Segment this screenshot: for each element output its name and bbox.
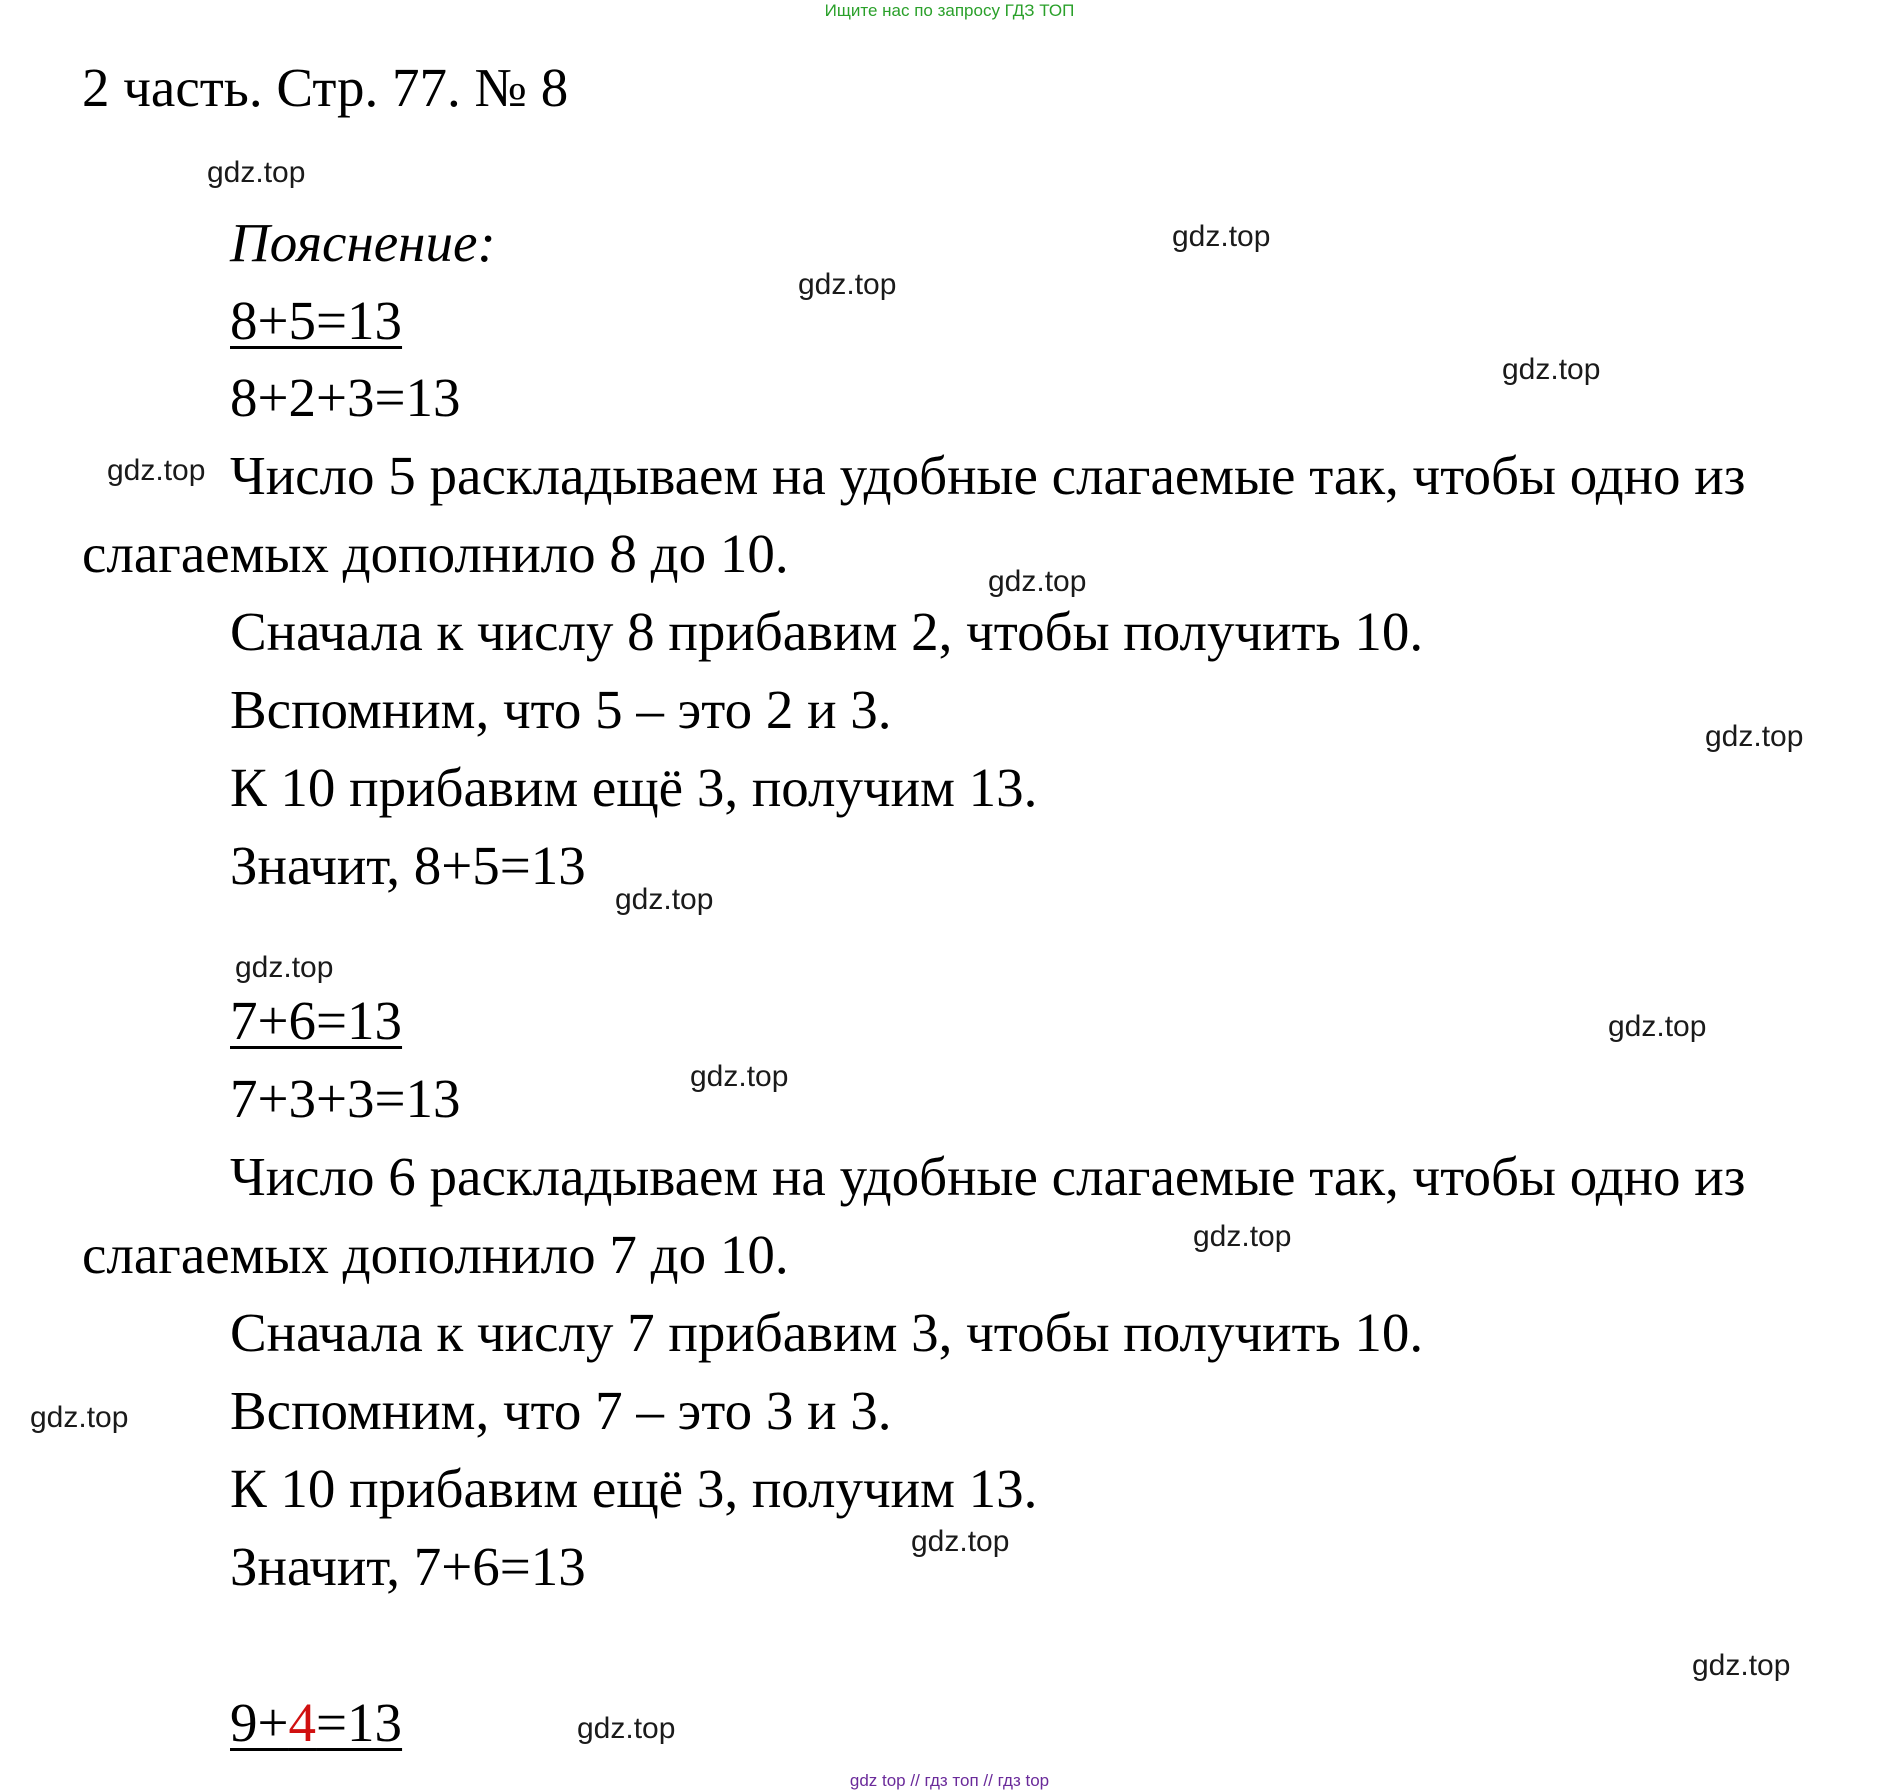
bottom-banner-separator: // [978, 1771, 998, 1790]
watermark: gdz.top [690, 1060, 789, 1093]
page-title: 2 часть. Стр. 77. № 8 [82, 57, 569, 118]
step-1-1: Сначала к числу 8 прибавим 2, чтобы получить 10. [230, 601, 1424, 662]
final-equation-suffix: =13 [316, 1692, 403, 1753]
step-2-2: Вспомним, что 7 – это 3 и 3. [230, 1380, 892, 1441]
watermark: gdz.top [107, 454, 206, 487]
bottom-banner [0, 1772, 1899, 1789]
step-1-3: К 10 прибавим ещё 3, получим 13. [230, 757, 1038, 818]
equation-1: 8+5=13 [230, 290, 403, 351]
watermark: gdz.top [1193, 1220, 1292, 1253]
bottom-banner-separator: // [905, 1771, 925, 1790]
paragraph-1-line-2: слагаемых дополнило 8 до 10. [82, 523, 789, 584]
watermark: gdz.top [1692, 1649, 1791, 1682]
watermark: gdz.top [235, 951, 334, 984]
watermark: gdz.top [30, 1401, 129, 1434]
decomposition-1: 8+2+3=13 [230, 367, 461, 428]
step-2-3: К 10 прибавим ещё 3, получим 13. [230, 1458, 1038, 1519]
watermark: gdz.top [207, 156, 306, 189]
bottom-banner-part: гдз top [997, 1771, 1050, 1790]
step-2-1: Сначала к числу 7 прибавим 3, чтобы получить 10. [230, 1302, 1424, 1363]
watermark: gdz.top [615, 883, 714, 916]
watermark: gdz.top [1608, 1010, 1707, 1043]
watermark: gdz.top [911, 1525, 1010, 1558]
final-equation-answer: 4 [288, 1692, 317, 1753]
watermark: gdz.top [798, 268, 897, 301]
final-equation [230, 1692, 403, 1753]
paragraph-2-line-1: Число 6 раскладываем на удобные слагаемые так, чтобы одно из [230, 1146, 1746, 1207]
watermark: gdz.top [988, 565, 1087, 598]
top-banner: Ищите нас по запросу ГДЗ ТОП [824, 1, 1075, 20]
step-1-2: Вспомним, что 5 – это 2 и 3. [230, 679, 892, 740]
final-equation-prefix: 9+ [230, 1692, 289, 1753]
paragraph-2-line-2: слагаемых дополнило 7 до 10. [82, 1224, 789, 1285]
watermark: gdz.top [1172, 220, 1271, 253]
watermark: gdz.top [577, 1712, 676, 1745]
bottom-banner-part: гдз топ [924, 1771, 979, 1790]
decomposition-2: 7+3+3=13 [230, 1068, 461, 1129]
explanation-label: Пояснение: [230, 212, 496, 273]
bottom-banner-part: gdz top [849, 1771, 906, 1790]
step-2-4: Значит, 7+6=13 [230, 1536, 586, 1597]
step-1-4: Значит, 8+5=13 [230, 835, 586, 896]
equation-2: 7+6=13 [230, 990, 403, 1051]
watermark: gdz.top [1502, 353, 1601, 386]
watermark: gdz.top [1705, 720, 1804, 753]
paragraph-1-line-1: Число 5 раскладываем на удобные слагаемые так, чтобы одно из [230, 445, 1746, 506]
